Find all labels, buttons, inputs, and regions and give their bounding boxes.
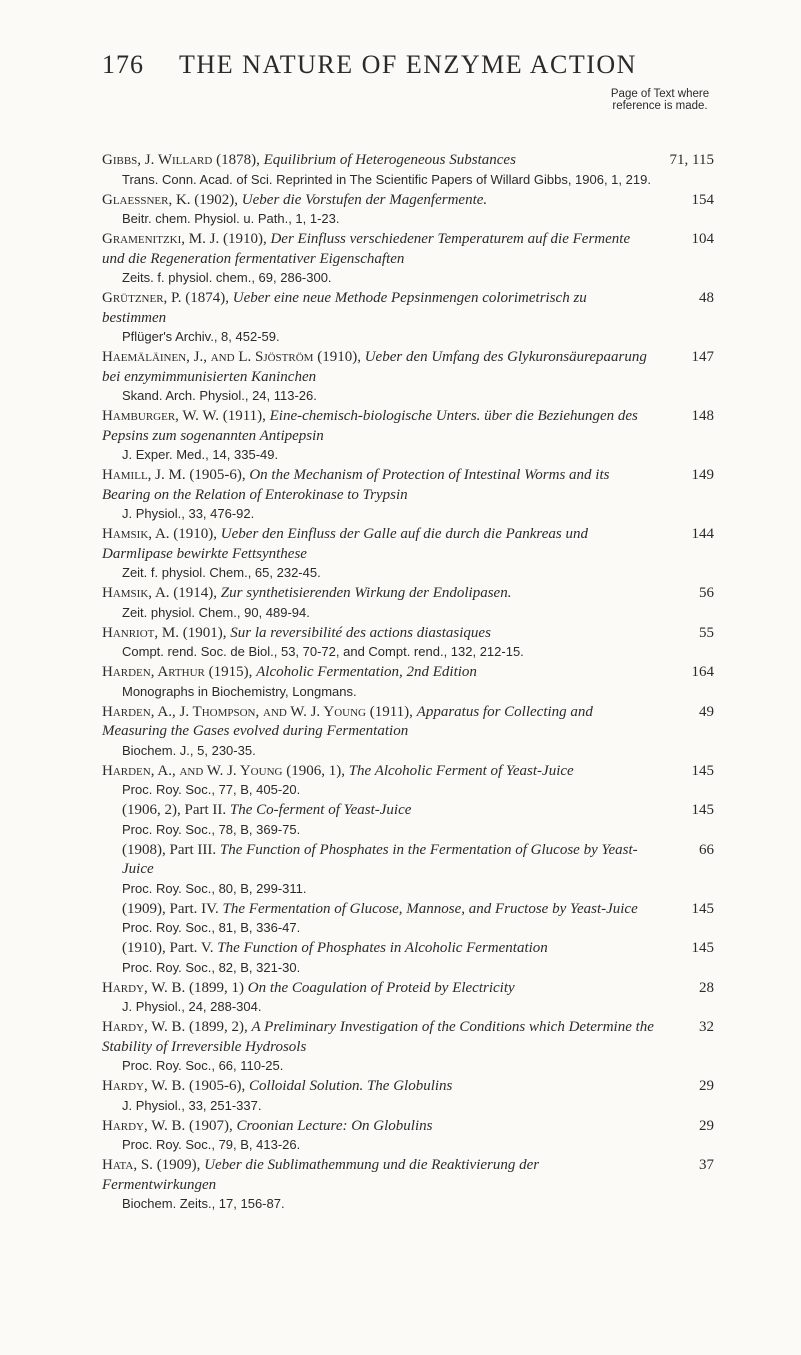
reference-page: 56	[699, 585, 714, 601]
reference-source: Proc. Roy. Soc., 66, 110-25.	[122, 1058, 284, 1073]
reference-citation	[102, 191, 714, 211]
reference-source: Proc. Roy. Soc., 82, B, 321-30.	[122, 959, 301, 975]
reference-year: (1878),	[216, 152, 260, 168]
reference-entry	[102, 663, 714, 701]
reference-title: The Function of Phosphates in the Fermentation of Glucose by Yeast-Juice	[122, 841, 638, 877]
reference-author: Hanriot, M.	[102, 624, 179, 641]
reference-entry	[102, 1077, 714, 1115]
citation-text	[102, 664, 477, 680]
citation-text	[102, 192, 487, 208]
reference-entry	[102, 624, 714, 662]
citation-text	[102, 231, 630, 267]
reference-title: The Fermentation of Glucose, Mannose, and Fructose by Yeast-Juice	[222, 900, 638, 917]
citation-text	[102, 1019, 654, 1055]
reference-citation	[102, 762, 714, 782]
reference-citation	[102, 466, 714, 505]
reference-page: 145	[691, 762, 714, 779]
reference-citation	[102, 289, 714, 328]
reference-source: Compt. rend. Soc. de Biol., 53, 70-72, and Compt. rend., 132, 212-15.	[122, 644, 524, 659]
reference-page: 48	[699, 290, 714, 306]
reference-page: 66	[699, 841, 714, 858]
reference-year: (1899, 1)	[189, 979, 245, 996]
reference-source: Beitr. chem. Physiol. u. Path., 1, 1-23.	[122, 211, 340, 226]
reference-title: Ueber den Einfluss der Galle auf die durch die Pankreas und Darmlipase bewirkte Fettsynthese	[102, 526, 588, 562]
reference-title: A Preliminary Investigation of the Conditions which Determine the Stability of Irreversible Hydrosols	[102, 1019, 654, 1055]
reference-title: Croonian Lecture: On Globulins	[236, 1117, 433, 1134]
reference-entry	[102, 1018, 714, 1075]
reference-entry	[102, 466, 714, 523]
reference-page: 145	[691, 802, 714, 818]
reference-page: 154	[691, 191, 714, 208]
reference-entry	[102, 289, 714, 346]
reference-page: 147	[691, 349, 714, 365]
reference-entry	[102, 1117, 714, 1155]
reference-citation	[102, 841, 714, 880]
reference-entry	[102, 191, 714, 229]
reference-title: Ueber eine neue Methode Pepsinmengen colorimetrisch zu bestimmen	[102, 290, 587, 326]
reference-citation	[102, 151, 714, 171]
reference-source: Proc. Roy. Soc., 77, B, 405-20.	[122, 782, 301, 797]
reference-source: Skand. Arch. Physiol., 24, 113-26.	[122, 388, 317, 403]
reference-entry	[102, 801, 714, 839]
reference-source: J. Physiol., 33, 476-92.	[122, 506, 255, 521]
reference-title: Eine-chemisch-biologische Unters. über die Beziehungen des Pepsins zum sogenannten Antipepsin	[102, 408, 638, 444]
reference-page: 148	[691, 408, 714, 424]
reference-title: On the Mechanism of Protection of Intestinal Worms and its Bearing on the Relation of Enterokinase to Trypsin	[102, 467, 610, 503]
reference-citation	[102, 407, 714, 446]
reference-entry	[102, 703, 714, 760]
reference-page: 32	[699, 1019, 714, 1035]
reference-citation	[102, 703, 714, 742]
reference-year: (1908), Part III.	[122, 841, 217, 858]
reference-source: Proc. Roy. Soc., 78, B, 369-75.	[122, 821, 301, 837]
reference-entry	[102, 979, 714, 1017]
reference-source: Biochem. J., 5, 230-35.	[122, 742, 256, 758]
reference-title: Ueber die Vorstufen der Magenfermente.	[241, 191, 488, 208]
reference-author: Hamburger, W. W.	[102, 408, 219, 424]
reference-citation	[102, 348, 714, 387]
citation-text	[102, 349, 647, 385]
reference-page: 149	[691, 467, 714, 483]
reference-year: (1907),	[189, 1117, 233, 1134]
citation-text	[102, 1078, 452, 1094]
reference-entry	[102, 348, 714, 405]
reference-source: J. Physiol., 33, 251-337.	[122, 1097, 262, 1113]
reference-citation	[102, 1077, 714, 1097]
reference-source: Zeits. f. physiol. chem., 69, 286-300.	[122, 270, 332, 285]
reference-year: (1905-6),	[189, 467, 246, 483]
reference-title: Der Einfluss verschiedener Temperaturem auf die Fermente und die Regeneration fermentativer Eigenschaften	[102, 231, 631, 267]
reference-source: Proc. Roy. Soc., 81, B, 336-47.	[122, 920, 301, 935]
reference-source: Proc. Roy. Soc., 79, B, 413-26.	[122, 1137, 301, 1152]
reference-year: (1915),	[208, 664, 253, 680]
reference-author: Hata, S.	[102, 1157, 153, 1173]
reference-author: Harden, A., J. Thompson, and W. J. Young	[102, 703, 366, 720]
reference-year: (1874),	[185, 290, 229, 306]
reference-entry	[102, 841, 714, 898]
reference-citation	[102, 900, 714, 920]
reference-source: Proc. Roy. Soc., 80, B, 299-311.	[122, 880, 307, 896]
reference-entry	[102, 230, 714, 287]
reference-year: (1910),	[317, 349, 361, 365]
reference-author: Harden, A., and W. J. Young	[102, 762, 283, 779]
reference-year: (1914),	[173, 585, 218, 601]
reference-citation	[102, 624, 714, 644]
reference-entry	[102, 1156, 714, 1213]
reference-year: (1911),	[222, 408, 266, 424]
reference-source: J. Physiol., 24, 288-304.	[122, 999, 262, 1014]
reference-entry	[102, 900, 714, 938]
reference-author: Gibbs, J. Willard	[102, 152, 213, 168]
reference-entry	[102, 762, 714, 800]
reference-citation	[102, 1156, 714, 1195]
reference-author: Hardy, W. B.	[102, 1117, 186, 1134]
reference-page: 145	[691, 940, 714, 956]
reference-page: 164	[691, 664, 714, 680]
running-title: THE NATURE OF ENZYME ACTION	[179, 50, 637, 79]
reference-author: Gramenitzki, M. J.	[102, 231, 220, 247]
reference-source: Zeit. f. physiol. Chem., 65, 232-45.	[122, 565, 321, 580]
reference-title: Colloidal Solution. The Globulins	[249, 1078, 453, 1094]
reference-author: Glaessner, K.	[102, 191, 191, 208]
citation-text	[102, 467, 609, 503]
reference-page: 55	[699, 624, 714, 641]
citation-text	[122, 842, 638, 878]
citation-text	[102, 763, 574, 779]
reference-page: 71, 115	[669, 152, 714, 168]
citation-text	[102, 1118, 432, 1134]
reference-year: (1910),	[222, 231, 267, 247]
reference-citation	[102, 939, 714, 959]
reference-author: Hardy, W. B.	[102, 979, 186, 996]
reference-entry	[102, 407, 714, 464]
reference-source: Trans. Conn. Acad. of Sci. Reprinted in The Scientific Papers of Willard Gibbs, 1906, 1, 219.	[122, 171, 651, 187]
reference-citation	[102, 584, 714, 604]
reference-title: Apparatus for Collecting and Measuring the Gases evolved during Fermentation	[102, 703, 593, 739]
reference-year: (1901),	[182, 624, 227, 641]
reference-year: (1906, 2), Part II.	[122, 802, 227, 818]
reference-page: 144	[691, 526, 714, 542]
reference-citation	[102, 230, 714, 269]
reference-source: Biochem. Zeits., 17, 156-87.	[122, 1196, 285, 1211]
reference-author: Grützner, P.	[102, 290, 182, 306]
reference-title: Alcoholic Fermentation, 2nd Edition	[256, 664, 477, 680]
reference-citation	[102, 801, 714, 821]
citation-text	[102, 980, 515, 996]
reference-list	[102, 151, 714, 1215]
reference-author: Hamsik, A.	[102, 526, 170, 542]
reference-title: Sur la reversibilité des actions diastasiques	[230, 624, 491, 641]
reference-year: (1905-6),	[189, 1078, 246, 1094]
reference-page: 29	[699, 1078, 714, 1094]
reference-citation	[102, 1117, 714, 1137]
citation-text	[102, 585, 511, 601]
reference-source: Monographs in Biochemistry, Longmans.	[122, 683, 357, 699]
reference-page: 49	[699, 703, 714, 720]
reference-title: Equilibrium of Heterogeneous Substances	[263, 152, 516, 168]
reference-year: (1909),	[156, 1157, 201, 1173]
reference-year: (1902),	[194, 191, 239, 208]
reference-title: The Alcoholic Ferment of Yeast-Juice	[348, 762, 574, 779]
reference-page: 28	[699, 979, 714, 996]
reference-title: On the Coagulation of Proteid by Electricity	[247, 979, 515, 996]
citation-text	[102, 290, 587, 326]
reference-year: (1910),	[173, 526, 218, 542]
citation-text	[122, 940, 548, 956]
reference-year: (1909), Part. IV.	[122, 900, 219, 917]
reference-author: Hardy, W. B.	[102, 1078, 186, 1094]
reference-year: (1911),	[369, 703, 413, 720]
page-number: 176	[102, 50, 144, 79]
reference-title: Ueber die Sublimathemmung und die Reaktivierung der Fermentwirkungen	[102, 1157, 540, 1193]
reference-citation	[102, 663, 714, 683]
citation-text	[102, 1157, 539, 1193]
reference-author: Hamill, J. M.	[102, 467, 186, 483]
reference-entry	[102, 525, 714, 582]
reference-entry	[102, 584, 714, 622]
reference-year: (1899, 2),	[189, 1019, 248, 1035]
reference-year: (1906, 1),	[286, 762, 345, 779]
reference-source: Pflüger's Archiv., 8, 452-59.	[122, 329, 280, 344]
reference-page: 145	[691, 900, 714, 917]
column-heading: Page of Text where reference is made.	[610, 88, 710, 112]
reference-source: J. Exper. Med., 14, 335-49.	[122, 447, 279, 462]
reference-author: Harden, Arthur	[102, 664, 205, 680]
reference-entry	[102, 151, 714, 189]
citation-text	[122, 901, 638, 917]
reference-author: Haemäläinen, J., and L. Sjöström	[102, 349, 314, 365]
citation-text	[102, 526, 588, 562]
reference-author: Hardy, W. B.	[102, 1019, 186, 1035]
page-header	[102, 50, 714, 80]
citation-text	[102, 408, 638, 444]
reference-page: 29	[699, 1117, 714, 1134]
reference-title: Ueber den Umfang des Glykuronsäurepaarung bei enzymimmunisierten Kaninchen	[102, 349, 647, 385]
reference-page: 104	[691, 231, 714, 247]
citation-text	[122, 802, 411, 818]
reference-title: The Co-ferment of Yeast-Juice	[229, 802, 412, 818]
citation-text	[102, 152, 516, 168]
reference-title: Zur synthetisierenden Wirkung der Endolipasen.	[220, 585, 512, 601]
citation-text	[102, 704, 593, 740]
reference-page: 37	[699, 1157, 714, 1173]
reference-source: Zeit. physiol. Chem., 90, 489-94.	[122, 604, 310, 620]
citation-text	[102, 625, 491, 641]
reference-entry	[102, 939, 714, 977]
reference-citation	[102, 979, 714, 999]
reference-citation	[102, 525, 714, 564]
reference-author: Hamsik, A.	[102, 585, 170, 601]
reference-year: (1910), Part. V.	[122, 940, 214, 956]
reference-title: The Function of Phosphates in Alcoholic Fermentation	[217, 940, 548, 956]
reference-citation	[102, 1018, 714, 1057]
